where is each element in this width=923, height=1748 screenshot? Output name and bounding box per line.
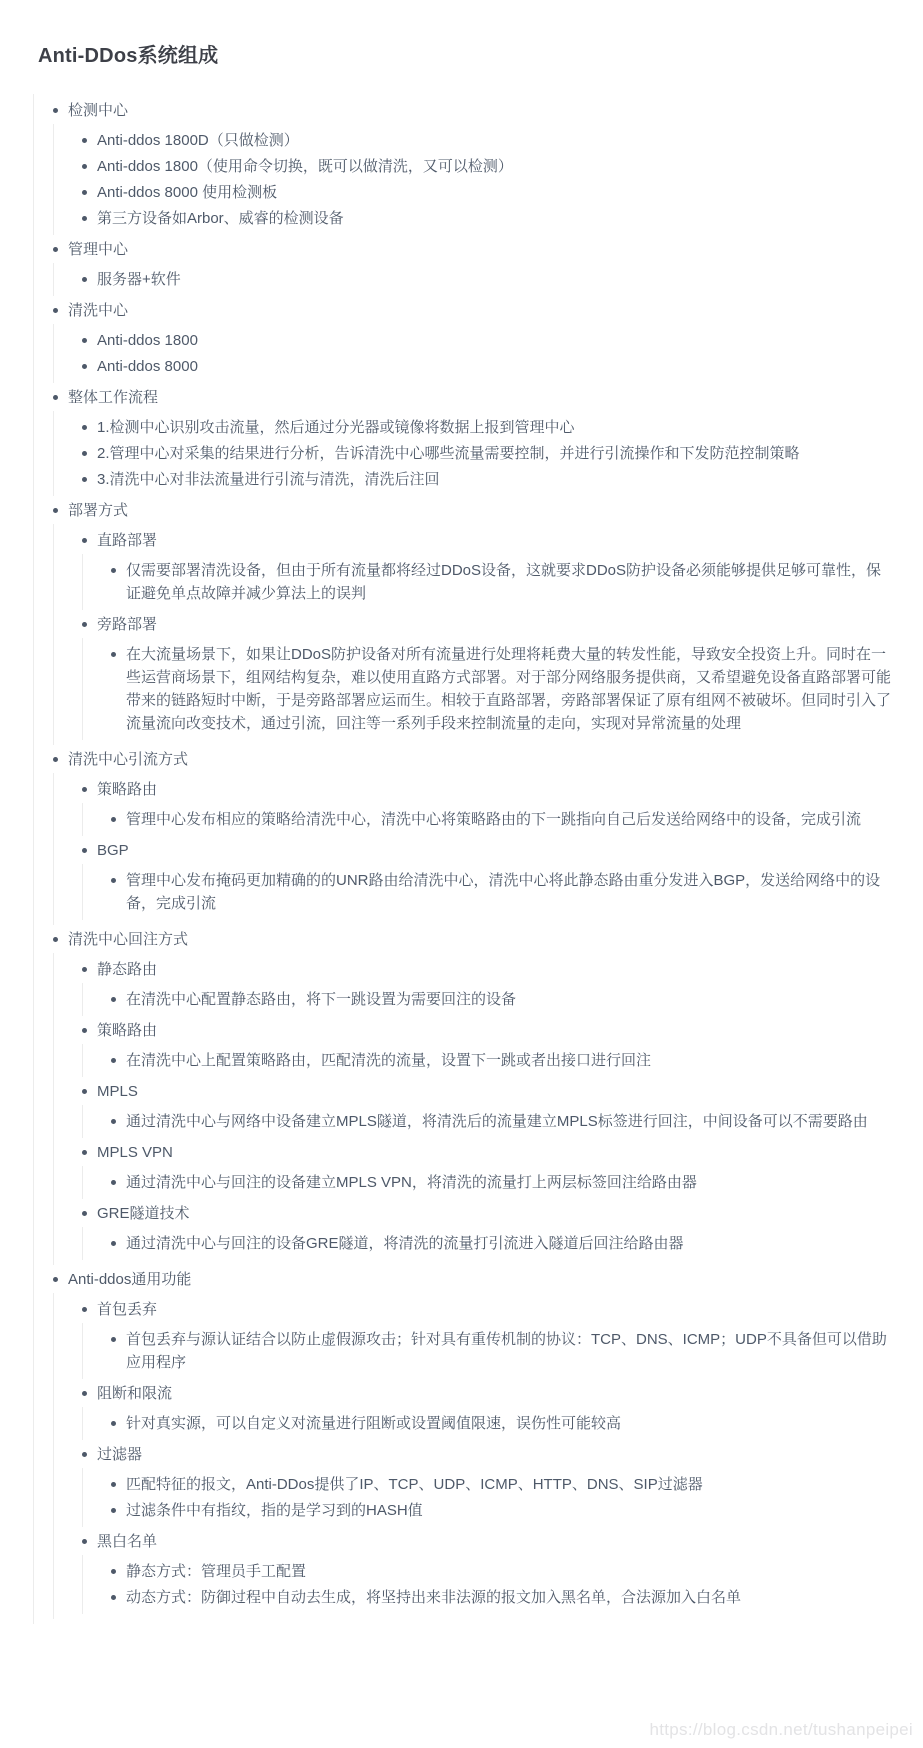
list-item-text: 直路部署 xyxy=(97,532,158,549)
list-item xyxy=(97,155,893,178)
list-item-text: 阻断和限流 xyxy=(97,1385,173,1402)
list-item xyxy=(97,613,893,740)
list-item xyxy=(126,1586,893,1609)
outline-sublist xyxy=(53,773,893,925)
list-item xyxy=(126,869,893,915)
list-item xyxy=(126,1171,893,1194)
list-item-text: 整体工作流程 xyxy=(68,389,159,406)
list-item xyxy=(97,1019,893,1077)
list-item xyxy=(126,1049,893,1072)
list-item-text: 2.管理中心对采集的结果进行分析，告诉清洗中心哪些流量需要控制，并进行引流操作和下发防范控制策略 xyxy=(97,445,800,462)
list-item xyxy=(68,238,893,296)
list-item-text: Anti-ddos 1800 xyxy=(97,332,198,349)
list-item xyxy=(126,1328,893,1374)
list-item-text: 旁路部署 xyxy=(97,616,158,633)
list-item xyxy=(68,928,893,1265)
list-item-text: 清洗中心回注方式 xyxy=(68,931,189,948)
list-item xyxy=(97,416,893,439)
list-item-text: 通过清洗中心与网络中设备建立MPLS隧道，将清洗后的流量建立MPLS标签进行回注，中间设备可以不需要路由 xyxy=(126,1113,868,1130)
list-item xyxy=(68,748,893,925)
list-item xyxy=(126,808,893,831)
outline-sublist xyxy=(53,1293,893,1619)
outline-sublist xyxy=(53,411,893,496)
list-item-text: MPLS VPN xyxy=(97,1144,173,1161)
list-item xyxy=(97,529,893,610)
list-item xyxy=(97,1298,893,1379)
list-item xyxy=(126,643,893,735)
list-item xyxy=(68,386,893,496)
list-item-text: BGP xyxy=(97,842,129,859)
list-item-text: 过滤条件中有指纹，指的是学习到的HASH值 xyxy=(126,1502,423,1519)
list-item-text: 部署方式 xyxy=(68,502,129,519)
list-item-text: 管理中心发布相应的策略给清洗中心，清洗中心将策略路由的下一跳指向自己后发送给网络中的设备，完成引流 xyxy=(126,811,862,828)
list-item-text: MPLS xyxy=(97,1083,138,1100)
list-item-text: 管理中心发布掩码更加精确的的UNR路由给清洗中心，清洗中心将此静态路由重分发进入BGP，发送给网络中的设备，完成引流 xyxy=(126,872,881,912)
list-item-text: 3.清洗中心对非法流量进行引流与清洗，清洗后注回 xyxy=(97,471,440,488)
list-item xyxy=(97,355,893,378)
list-item xyxy=(97,1530,893,1614)
list-item-text: 策略路由 xyxy=(97,781,158,798)
outline-sublist xyxy=(82,554,893,610)
outline xyxy=(33,94,893,1624)
list-item xyxy=(126,1473,893,1496)
list-item-text: 首包丢弃与源认证结合以防止虚假源攻击；针对具有重传机制的协议：TCP、DNS、ICMP；UDP不具备但可以借助应用程序 xyxy=(126,1331,887,1371)
list-item xyxy=(126,988,893,1011)
list-item xyxy=(97,329,893,352)
list-item-text: 检测中心 xyxy=(68,102,129,119)
outline-sublist xyxy=(53,263,893,296)
outline-sublist xyxy=(82,1044,893,1077)
list-item xyxy=(126,1232,893,1255)
list-item xyxy=(97,129,893,152)
list-item-text: GRE隧道技术 xyxy=(97,1205,190,1222)
list-item-text: 静态路由 xyxy=(97,961,158,978)
list-item xyxy=(97,207,893,230)
list-item xyxy=(126,1412,893,1435)
list-item-text: Anti-ddos通用功能 xyxy=(68,1271,192,1288)
list-item xyxy=(97,1202,893,1260)
list-item-text: 在清洗中心上配置策略路由，匹配清洗的流量，设置下一跳或者出接口进行回注 xyxy=(126,1052,652,1069)
list-item xyxy=(97,181,893,204)
list-item xyxy=(97,778,893,836)
list-item-text: 管理中心 xyxy=(68,241,129,258)
list-item xyxy=(68,99,893,235)
outline-sublist xyxy=(82,864,893,920)
list-item-text: 动态方式：防御过程中自动去生成，将坚持出来非法源的报文加入黑名单，合法源加入白名单 xyxy=(126,1589,742,1606)
list-item-text: 仅需要部署清洗设备，但由于所有流量都将经过DDoS设备，这就要求DDoS防护设备必须能够提供足够可靠性，保证避免单点故障并减少算法上的误判 xyxy=(126,562,882,602)
list-item-text: 在清洗中心配置静态路由，将下一跳设置为需要回注的设备 xyxy=(126,991,517,1008)
list-item-text: 匹配特征的报文，Anti-DDos提供了IP、TCP、UDP、ICMP、HTTP、DNS、SIP过滤器 xyxy=(126,1476,703,1493)
outline-sublist xyxy=(53,953,893,1265)
list-item-text: 通过清洗中心与回注的设备GRE隧道，将清洗的流量打引流进入隧道后回注给路由器 xyxy=(126,1235,684,1252)
list-item xyxy=(97,839,893,920)
outline-root-list xyxy=(33,94,893,1624)
list-item xyxy=(126,1499,893,1522)
list-item-text: 首包丢弃 xyxy=(97,1301,158,1318)
list-item xyxy=(97,958,893,1016)
outline-sublist xyxy=(82,983,893,1016)
list-item-text: Anti-ddos 8000 使用检测板 xyxy=(97,184,278,201)
list-item-text: 在大流量场景下，如果让DDoS防护设备对所有流量进行处理将耗费大量的转发性能，导致安全投资上升。同时在一些运营商场景下，组网结构复杂，难以使用直路方式部署。对于部分网络服务提供商，又希望避免设备直路部署可能带来的链路短时中断，于是旁路部署应运而生。相较于直路部署，旁路部署保证了原有组网不被破坏。但同时引入了流量流向改变技术，通过引流，回注等一系列手段来控制流量的走向，实现对异常流量的处理 xyxy=(126,646,892,732)
list-item-text: 通过清洗中心与回注的设备建立MPLS VPN，将清洗的流量打上两层标签回注给路由器 xyxy=(126,1174,697,1191)
list-item-text: 服务器+软件 xyxy=(97,271,181,288)
list-item-text: 过滤器 xyxy=(97,1446,143,1463)
outline-sublist xyxy=(82,1468,893,1527)
outline-sublist xyxy=(53,524,893,745)
outline-sublist xyxy=(53,124,893,235)
outline-sublist xyxy=(82,1323,893,1379)
outline-sublist xyxy=(82,1555,893,1614)
list-item xyxy=(97,1080,893,1138)
outline-sublist xyxy=(53,324,893,383)
list-item xyxy=(97,468,893,491)
list-item xyxy=(68,299,893,383)
list-item xyxy=(97,1382,893,1440)
list-item xyxy=(126,559,893,605)
list-item xyxy=(126,1560,893,1583)
outline-sublist xyxy=(82,1105,893,1138)
list-item-text: 静态方式：管理员手工配置 xyxy=(126,1563,307,1580)
list-item-text: Anti-ddos 8000 xyxy=(97,358,198,375)
list-item-text: Anti-ddos 1800（使用命令切换，既可以做清洗，又可以检测） xyxy=(97,158,513,175)
list-item xyxy=(68,1268,893,1619)
outline-sublist xyxy=(82,1407,893,1440)
csdn-watermark-link: https://blog.csdn.net/tushanpeipei xyxy=(649,1720,913,1739)
list-item xyxy=(97,1443,893,1527)
article-title: Anti-DDos系统组成 xyxy=(38,45,219,67)
list-item-text: 清洗中心引流方式 xyxy=(68,751,189,768)
list-item xyxy=(68,499,893,745)
outline-sublist xyxy=(82,1227,893,1260)
list-item xyxy=(126,1110,893,1133)
outline-sublist xyxy=(82,803,893,836)
list-item xyxy=(97,268,893,291)
list-item-text: 策略路由 xyxy=(97,1022,158,1039)
list-item xyxy=(97,442,893,465)
list-item xyxy=(97,1141,893,1199)
list-item-text: Anti-ddos 1800D（只做检测） xyxy=(97,132,299,149)
outline-sublist xyxy=(82,1166,893,1199)
list-item-text: 清洗中心 xyxy=(68,302,129,319)
list-item-text: 第三方设备如Arbor、威睿的检测设备 xyxy=(97,210,344,227)
list-item-text: 针对真实源，可以自定义对流量进行阻断或设置阈值限速，误伤性可能较高 xyxy=(126,1415,622,1432)
outline-sublist xyxy=(82,638,893,740)
list-item-text: 1.检测中心识别攻击流量，然后通过分光器或镜像将数据上报到管理中心 xyxy=(97,419,575,436)
list-item-text: 黑白名单 xyxy=(97,1533,158,1550)
